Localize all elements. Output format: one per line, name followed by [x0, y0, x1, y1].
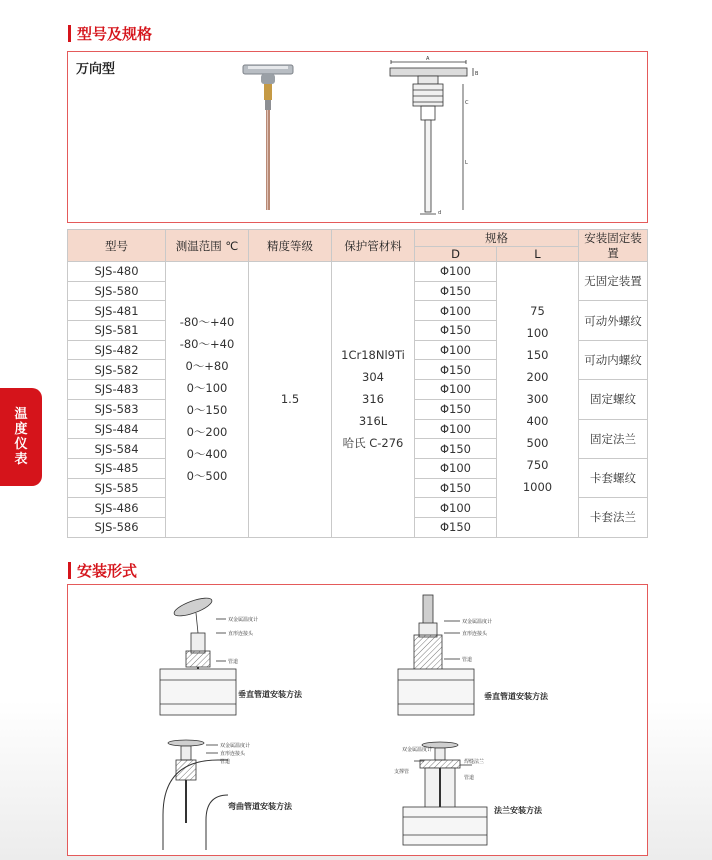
material-value: 哈氏 C-276	[342, 436, 404, 451]
model-cell: SJS-485	[68, 458, 166, 478]
d-cell: Φ100	[415, 498, 497, 518]
model-cell: SJS-482	[68, 340, 166, 360]
install-vertical-1	[160, 595, 239, 715]
dim-label-d: d	[438, 210, 442, 216]
header-model: 型号	[68, 230, 166, 262]
material-value: 316	[362, 392, 384, 407]
model-cell: SJS-486	[68, 498, 166, 518]
model-cell: SJS-484	[68, 419, 166, 439]
dim-label-l: L	[465, 160, 468, 166]
model-cell: SJS-582	[68, 360, 166, 380]
section-title-text: 型号及规格	[77, 25, 153, 43]
callout-label: 管道	[462, 657, 473, 663]
product-image-box	[67, 51, 648, 223]
install-bend	[163, 740, 231, 850]
mount-cell: 可动外螺纹	[579, 301, 648, 340]
d-cell: Φ100	[415, 340, 497, 360]
d-cell: Φ150	[415, 439, 497, 459]
callout-label: 管道	[220, 759, 231, 765]
material-value: 304	[362, 370, 384, 385]
callout-label: 管道	[464, 775, 475, 781]
install-caption: 法兰安装方法	[494, 806, 542, 815]
callout-label: 直形连接头	[462, 631, 488, 637]
model-cell: SJS-480	[68, 262, 166, 282]
l-value: 300	[526, 392, 549, 407]
model-cell: SJS-586	[68, 517, 166, 537]
model-cell: SJS-481	[68, 301, 166, 321]
range-value: 0～+80	[185, 359, 229, 374]
d-cell: Φ100	[415, 262, 497, 282]
mount-cell: 固定法兰	[579, 419, 648, 458]
l-value: 200	[526, 370, 549, 385]
range-value: 0～500	[186, 469, 228, 484]
l-value: 1000	[522, 480, 553, 495]
callout-label: 直形连接头	[220, 751, 246, 757]
header-mount: 安装固定装置	[579, 230, 648, 262]
header-l: L	[497, 247, 579, 262]
d-cell: Φ150	[415, 360, 497, 380]
install-diagrams	[68, 585, 647, 855]
accuracy-cell: 1.5	[249, 262, 332, 538]
model-cell: SJS-584	[68, 439, 166, 459]
title-bar	[68, 562, 71, 579]
callout-label: 支撑管	[394, 769, 410, 775]
header-range: 测温范围 ℃	[166, 230, 249, 262]
mount-cell: 可动内螺纹	[579, 340, 648, 379]
model-cell: SJS-580	[68, 281, 166, 301]
range-value: -80～+40	[179, 315, 235, 330]
install-caption: 垂直管道安装方法	[484, 692, 548, 701]
install-flange	[403, 742, 487, 845]
dim-label-c: C	[465, 100, 469, 106]
side-category-tab[interactable]	[0, 388, 42, 486]
callout-label: 双金属温度计	[462, 619, 493, 625]
d-cell: Φ100	[415, 419, 497, 439]
material-value: 316L	[358, 414, 388, 429]
l-value: 400	[526, 414, 549, 429]
callout-label: 直形连接头	[228, 631, 254, 637]
range-value: 0～150	[186, 403, 228, 418]
range-value: 0～400	[186, 447, 228, 462]
l-value: 100	[526, 326, 549, 341]
d-cell: Φ100	[415, 380, 497, 400]
l-value: 750	[526, 458, 549, 473]
section-title-install	[68, 560, 137, 581]
mount-cell: 卡套螺纹	[579, 458, 648, 497]
install-bend-labels	[220, 742, 293, 811]
table-row	[68, 262, 648, 282]
section-title-text: 安装形式	[77, 562, 138, 580]
mount-cell: 卡套法兰	[579, 498, 648, 537]
range-value: 0～100	[186, 381, 228, 396]
d-cell: Φ150	[415, 399, 497, 419]
callout-label: 焊缝法兰	[464, 759, 485, 765]
l-cell	[497, 262, 579, 538]
l-value: 75	[530, 304, 545, 319]
title-bar	[68, 25, 71, 42]
spec-table	[67, 229, 648, 538]
model-cell: SJS-483	[68, 380, 166, 400]
model-cell: SJS-585	[68, 478, 166, 498]
d-cell: Φ150	[415, 517, 497, 537]
header-d: D	[415, 247, 497, 262]
callout-label: 双金属温度计	[402, 747, 433, 753]
d-cell: Φ150	[415, 321, 497, 341]
l-value: 150	[526, 348, 549, 363]
model-cell: SJS-581	[68, 321, 166, 341]
d-cell: Φ100	[415, 301, 497, 321]
material-cell	[332, 262, 415, 538]
install-vertical-1-labels	[228, 616, 303, 699]
install-diagram-box	[67, 584, 648, 856]
install-vertical-2	[398, 595, 474, 715]
dim-label-b: B	[475, 71, 479, 77]
install-flange-labels	[394, 746, 543, 815]
technical-drawing	[390, 60, 473, 214]
d-cell: Φ150	[415, 281, 497, 301]
range-value: 0～200	[186, 425, 228, 440]
header-material: 保护管材料	[332, 230, 415, 262]
side-tab-label: 温度仪表	[14, 407, 28, 467]
section-title-spec	[68, 23, 152, 44]
callout-label: 双金属温度计	[228, 617, 259, 623]
install-vertical-2-labels	[462, 618, 549, 701]
range-cell	[166, 262, 249, 538]
model-cell: SJS-583	[68, 399, 166, 419]
material-value: 1Cr18Nl9Ti	[341, 348, 405, 363]
install-caption: 垂直管道安装方法	[238, 690, 302, 699]
header-accuracy: 精度等级	[249, 230, 332, 262]
thermometer-photo	[243, 65, 293, 210]
d-cell: Φ100	[415, 458, 497, 478]
dim-label-a: A	[426, 56, 430, 62]
range-value: -80～+40	[179, 337, 235, 352]
mount-cell: 无固定装置	[579, 262, 648, 301]
callout-label: 管道	[228, 659, 239, 665]
product-type-label: 万向型	[76, 62, 116, 77]
d-cell: Φ150	[415, 478, 497, 498]
callout-label: 双金属温度计	[220, 743, 251, 749]
mount-cell: 固定螺纹	[579, 380, 648, 419]
l-value: 500	[526, 436, 549, 451]
header-spec: 规格	[415, 230, 579, 247]
thermometer-illustrations	[68, 52, 647, 222]
install-caption: 弯曲管道安装方法	[228, 802, 292, 811]
